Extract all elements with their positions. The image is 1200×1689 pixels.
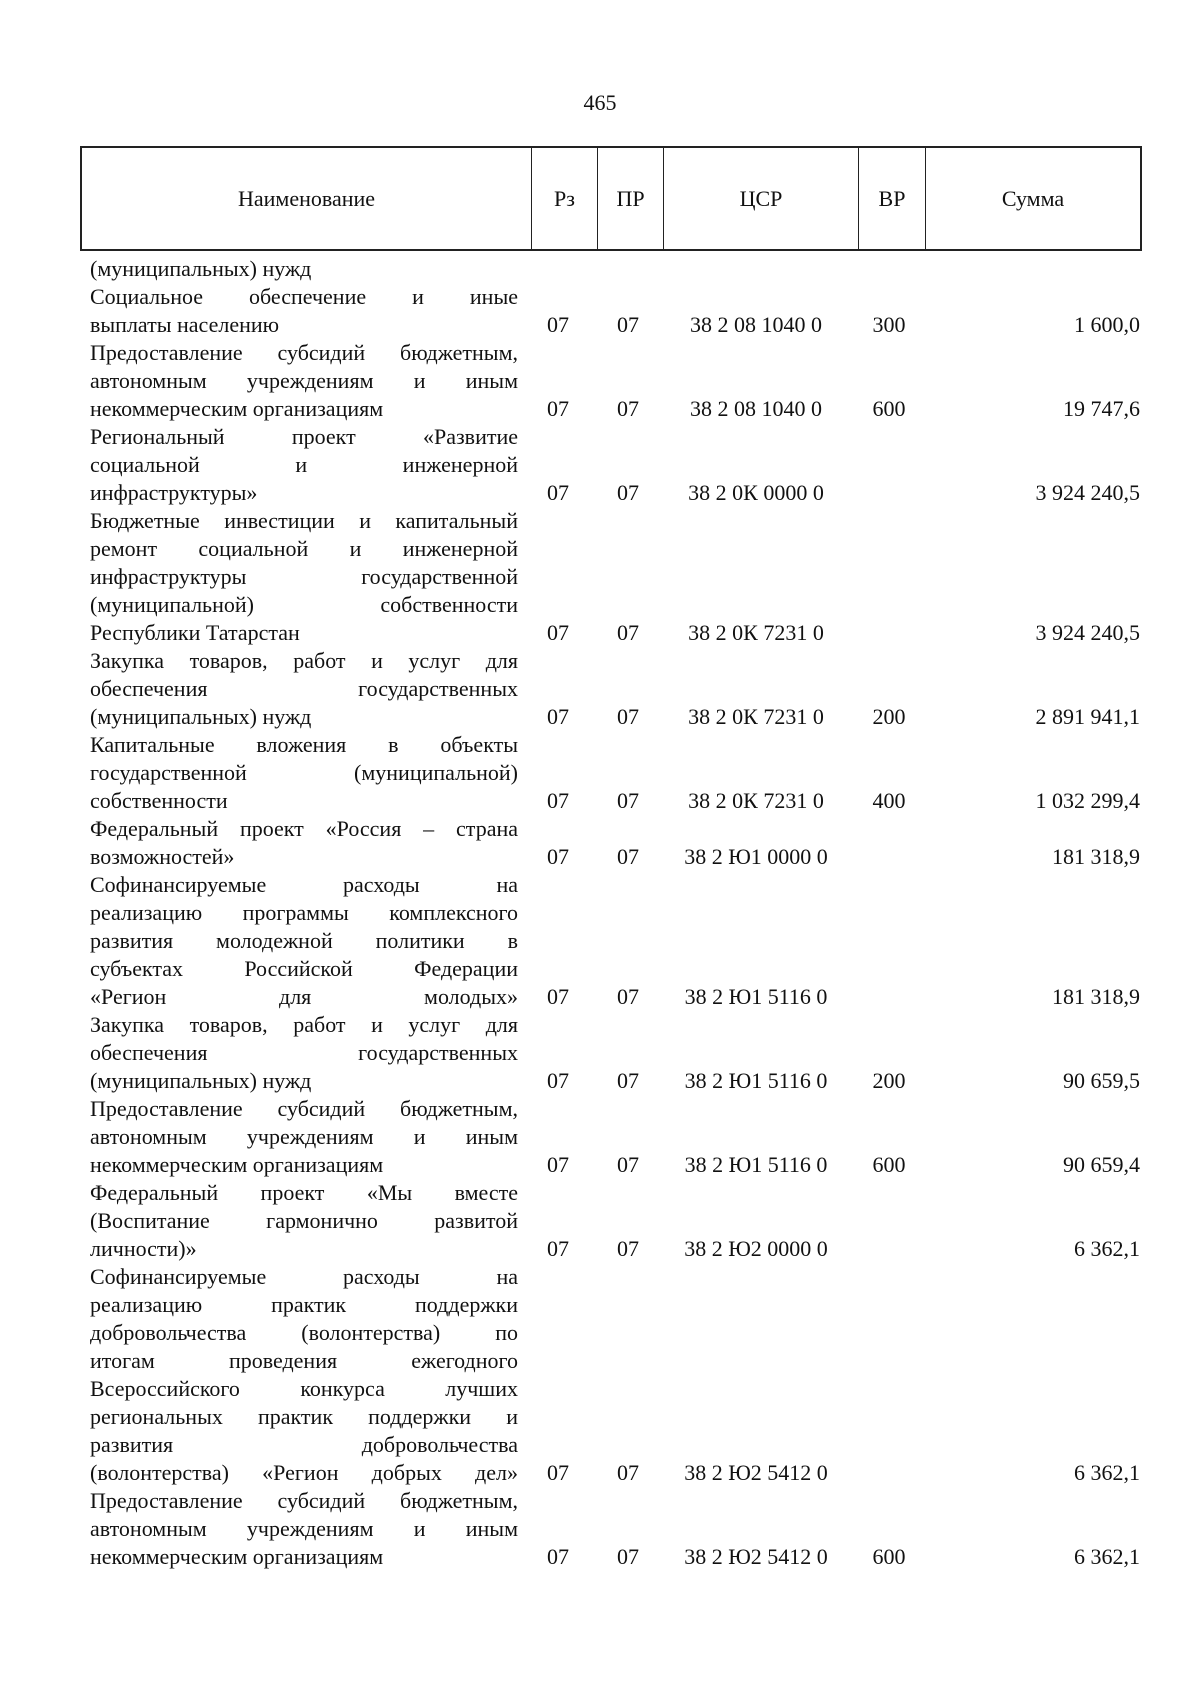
row-vr: 600 — [872, 396, 906, 421]
row-sum: 90 659,5 — [1063, 1068, 1140, 1093]
table-row — [90, 423, 1140, 507]
row-name-line: Федеральный проект «Мы вместе — [90, 1180, 518, 1205]
row-name-line: развития добровольчества — [90, 1432, 518, 1457]
row-rz: 07 — [547, 1068, 569, 1093]
row-csr: 38 2 Ю2 5412 0 — [684, 1460, 828, 1485]
row-vr: 400 — [872, 788, 906, 813]
row-sum: 3 924 240,5 — [1035, 620, 1140, 645]
row-csr: 38 2 0К 7231 0 — [688, 788, 824, 813]
row-name-line: Социальное обеспечение и иные — [90, 284, 518, 309]
row-name-line: выплаты населению — [90, 312, 280, 337]
table-row — [90, 1179, 1140, 1263]
header-csr: ЦСР — [663, 148, 858, 249]
row-csr: 38 2 Ю1 5116 0 — [684, 984, 828, 1009]
row-name-line: реализацию практик поддержки — [90, 1292, 518, 1317]
row-name-line: (муниципальной) собственности — [90, 592, 518, 617]
row-rz: 07 — [547, 984, 569, 1009]
row-csr: 38 2 0К 7231 0 — [688, 704, 824, 729]
table-row — [90, 255, 1140, 283]
row-name-line: итогам проведения ежегодного — [90, 1348, 518, 1373]
row-name — [90, 1487, 518, 1571]
row-pr: 07 — [617, 620, 639, 645]
row-name-line: инфраструктуры» — [90, 480, 258, 505]
row-vr: 300 — [872, 312, 906, 337]
row-name-line: автономным учреждениям и иным — [90, 368, 518, 393]
table-row — [90, 1487, 1140, 1571]
row-pr: 07 — [617, 1068, 639, 1093]
table-row — [90, 731, 1140, 815]
row-pr: 07 — [617, 1544, 639, 1569]
row-name-line: региональных практик поддержки и — [90, 1404, 518, 1429]
row-pr: 07 — [617, 480, 639, 505]
row-pr: 07 — [617, 1152, 639, 1177]
row-name-line: Капитальные вложения в объекты — [90, 732, 518, 757]
row-name — [90, 507, 518, 647]
table-header — [80, 146, 1142, 251]
row-sum: 1 600,0 — [1074, 312, 1140, 337]
row-name — [90, 1011, 518, 1095]
row-sum: 6 362,1 — [1074, 1236, 1140, 1261]
row-name-line: развития молодежной политики в — [90, 928, 518, 953]
row-vr: 600 — [872, 1544, 906, 1569]
row-csr: 38 2 Ю2 0000 0 — [684, 1236, 828, 1261]
row-pr: 07 — [617, 1236, 639, 1261]
row-rz: 07 — [547, 312, 569, 337]
table-row — [90, 871, 1140, 1011]
row-csr: 38 2 Ю1 0000 0 — [684, 844, 828, 869]
row-name — [90, 731, 518, 815]
row-name — [90, 283, 518, 339]
row-name — [90, 339, 518, 423]
row-name — [90, 423, 518, 507]
row-name-line: возможностей» — [90, 844, 235, 869]
row-name-line: (муниципальных) нужд — [90, 704, 312, 729]
row-name — [90, 255, 518, 283]
row-name-line: некоммерческим организациям — [90, 1152, 384, 1177]
row-sum: 181 318,9 — [1052, 984, 1140, 1009]
page-number: 465 — [583, 90, 617, 115]
row-csr: 38 2 08 1040 0 — [690, 312, 822, 337]
row-sum: 19 747,6 — [1063, 396, 1140, 421]
table-row — [90, 1095, 1140, 1179]
row-name-line: автономным учреждениям и иным — [90, 1124, 518, 1149]
table-body — [90, 255, 1140, 1571]
row-sum: 6 362,1 — [1074, 1460, 1140, 1485]
row-name-line: Закупка товаров, работ и услуг для — [90, 1012, 518, 1037]
header-rz: Рз — [531, 148, 597, 249]
row-name-line: некоммерческим организациям — [90, 396, 384, 421]
row-rz: 07 — [547, 1460, 569, 1485]
table-row — [90, 815, 1140, 871]
row-name — [90, 871, 518, 1011]
row-name-line: Закупка товаров, работ и услуг для — [90, 648, 518, 673]
row-name-line: обеспечения государственных — [90, 1040, 518, 1065]
row-csr: 38 2 Ю1 5116 0 — [684, 1152, 828, 1177]
table-row — [90, 647, 1140, 731]
row-rz: 07 — [547, 704, 569, 729]
row-pr: 07 — [617, 984, 639, 1009]
row-name-line: субъектах Российской Федерации — [90, 956, 518, 981]
row-pr: 07 — [617, 704, 639, 729]
row-name — [90, 1179, 518, 1263]
row-vr: 200 — [872, 704, 906, 729]
table-row — [90, 339, 1140, 423]
row-name-line: государственной (муниципальной) — [90, 760, 518, 785]
row-name-line: Предоставление субсидий бюджетным, — [90, 340, 518, 365]
table-row — [90, 1263, 1140, 1487]
row-pr: 07 — [617, 844, 639, 869]
header-pr: ПР — [597, 148, 663, 249]
row-rz: 07 — [547, 1152, 569, 1177]
row-name-line: Региональный проект «Развитие — [90, 424, 518, 449]
row-name-line: обеспечения государственных — [90, 676, 518, 701]
header-name: Наименование — [237, 185, 376, 211]
row-sum: 1 032 299,4 — [1035, 788, 1140, 813]
table-row — [90, 283, 1140, 339]
row-csr: 38 2 Ю1 5116 0 — [684, 1068, 828, 1093]
row-name-line: автономным учреждениям и иным — [90, 1516, 518, 1541]
row-name-line: личности)» — [90, 1236, 197, 1261]
row-name-line: Республики Татарстан — [90, 620, 300, 645]
row-csr: 38 2 Ю2 5412 0 — [684, 1544, 828, 1569]
row-name-line: Всероссийского конкурса лучших — [90, 1376, 518, 1401]
row-sum: 181 318,9 — [1052, 844, 1140, 869]
row-rz: 07 — [547, 844, 569, 869]
table-row — [90, 1011, 1140, 1095]
header-sum: Сумма — [925, 148, 1140, 249]
header-vr: ВР — [858, 148, 925, 249]
row-sum: 3 924 240,5 — [1035, 480, 1140, 505]
row-name-line: (волонтерства) «Регион добрых дел» — [90, 1460, 518, 1485]
row-csr: 38 2 0К 7231 0 — [688, 620, 824, 645]
row-name — [90, 815, 518, 871]
row-name-line: ремонт социальной и инженерной — [90, 536, 518, 561]
row-pr: 07 — [617, 788, 639, 813]
row-name-line: Предоставление субсидий бюджетным, — [90, 1096, 518, 1121]
row-rz: 07 — [547, 1236, 569, 1261]
row-csr: 38 2 0К 0000 0 — [688, 480, 824, 505]
row-name-line: Федеральный проект «Россия – страна — [90, 816, 518, 841]
row-name-line: некоммерческим организациям — [90, 1544, 384, 1569]
row-name-line: (муниципальных) нужд — [90, 256, 312, 281]
row-sum: 90 659,4 — [1063, 1152, 1140, 1177]
row-csr: 38 2 08 1040 0 — [690, 396, 822, 421]
table-row — [90, 507, 1140, 647]
row-rz: 07 — [547, 788, 569, 813]
row-sum: 6 362,1 — [1074, 1544, 1140, 1569]
row-name-line: «Регион для молодых» — [90, 984, 518, 1009]
row-name-line: реализацию программы комплексного — [90, 900, 518, 925]
row-rz: 07 — [547, 620, 569, 645]
row-sum: 2 891 941,1 — [1035, 704, 1140, 729]
row-rz: 07 — [547, 396, 569, 421]
row-pr: 07 — [617, 396, 639, 421]
row-name — [90, 647, 518, 731]
row-name-line: собственности — [90, 788, 228, 813]
row-vr: 600 — [872, 1152, 906, 1177]
row-name-line: Софинансируемые расходы на — [90, 1264, 518, 1289]
row-name-line: Софинансируемые расходы на — [90, 872, 518, 897]
row-name — [90, 1263, 518, 1487]
row-name-line: добровольчества (волонтерства) по — [90, 1320, 518, 1345]
row-pr: 07 — [617, 312, 639, 337]
row-name-line: Предоставление субсидий бюджетным, — [90, 1488, 518, 1513]
row-name — [90, 1095, 518, 1179]
row-vr: 200 — [872, 1068, 906, 1093]
row-pr: 07 — [617, 1460, 639, 1485]
row-name-line: инфраструктуры государственной — [90, 564, 518, 589]
row-rz: 07 — [547, 1544, 569, 1569]
row-rz: 07 — [547, 480, 569, 505]
row-name-line: Бюджетные инвестиции и капитальный — [90, 508, 518, 533]
row-name-line: (Воспитание гармонично развитой — [90, 1208, 518, 1233]
row-name-line: социальной и инженерной — [90, 452, 518, 477]
row-name-line: (муниципальных) нужд — [90, 1068, 312, 1093]
